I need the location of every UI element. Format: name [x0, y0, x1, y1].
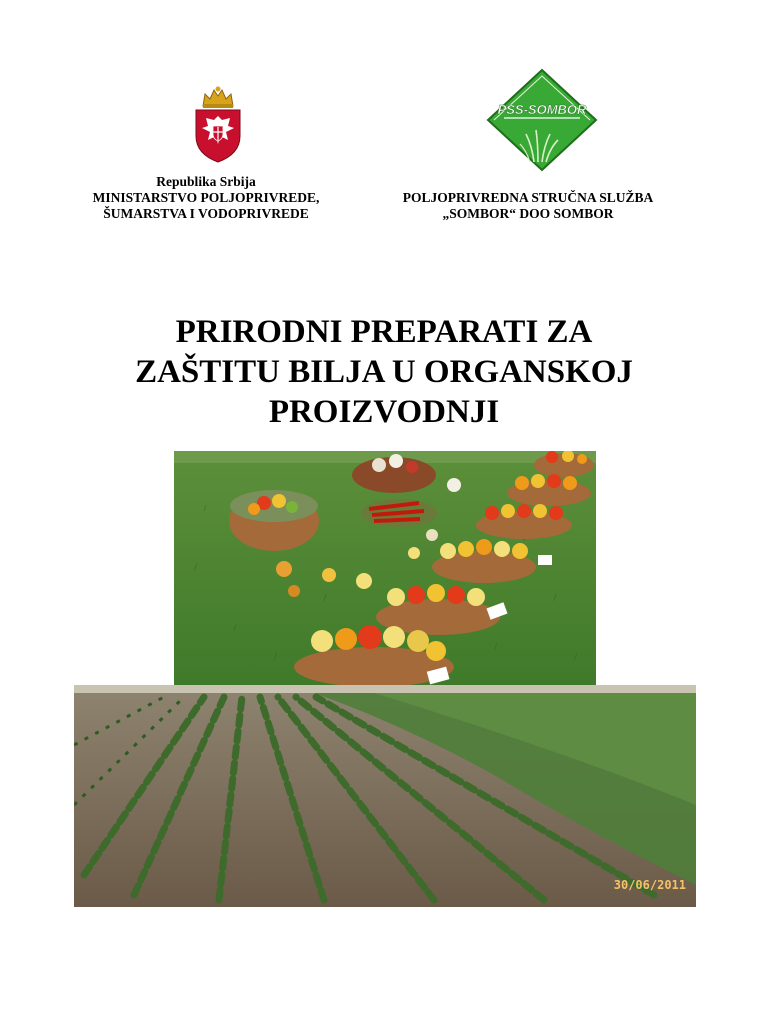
serbia-coat-of-arms — [190, 84, 246, 164]
document-title-line-1: PRIRODNI PREPARATI ZA — [175, 314, 593, 350]
crown-icon — [203, 87, 233, 109]
basket-right-3 — [476, 504, 572, 539]
peppers-baskets-photo — [174, 451, 596, 685]
basket-left — [229, 490, 319, 551]
ministry-line-1: MINISTARSTVO POLJOPRIVREDE, — [92, 190, 320, 205]
field-rows-photo — [74, 685, 696, 907]
svg-text:PSS-SOMBOR: PSS-SOMBOR — [497, 102, 587, 117]
republic-label: Republika Srbija — [156, 174, 256, 189]
photo-date-stamp: 30/06/2011 — [613, 878, 686, 892]
pss-sombor-logo — [486, 68, 598, 172]
basket-chili — [361, 499, 437, 527]
ministry-line-2: ŠUMARSTVA I VODOPRIVREDE — [103, 206, 309, 221]
document-title-line-2: ZAŠTITU BILJA U ORGANSKOJ — [135, 354, 633, 390]
service-line-2: „SOMBOR“ DOO SOMBOR — [442, 206, 614, 221]
document-title-line-3: PROIZVODNJI — [268, 394, 500, 430]
service-line-1: POLJOPRIVREDNA STRUČNA SLUŽBA — [402, 190, 654, 205]
